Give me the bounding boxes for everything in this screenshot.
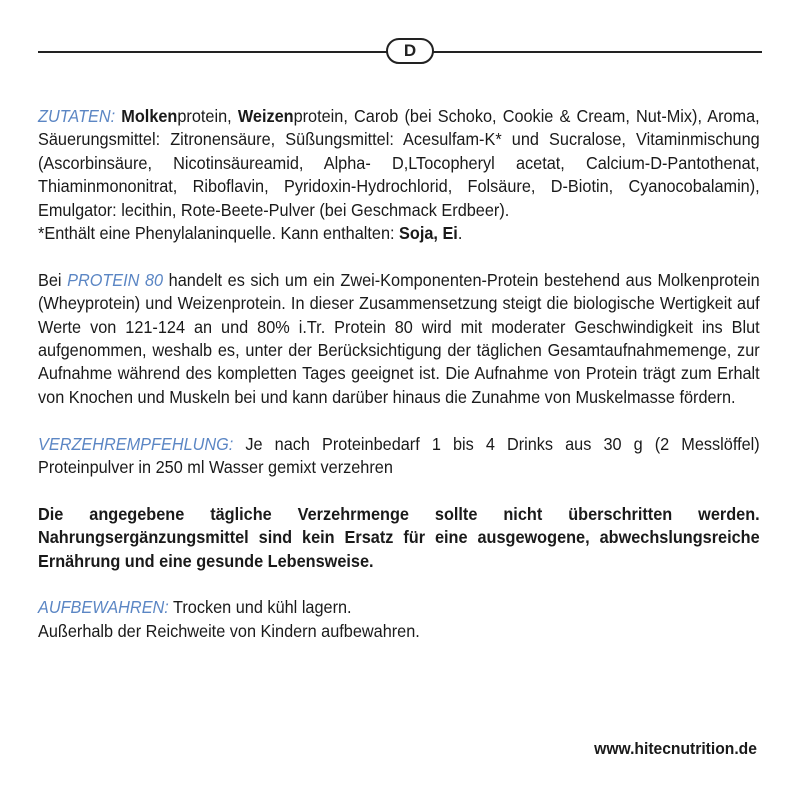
website-link[interactable]: www.hitecnutrition.de (594, 739, 757, 758)
product-name: PROTEIN 80 (67, 269, 164, 290)
header-divider-left (38, 51, 392, 53)
ingredient-text-rest: protein, Carob (bei Schoko, Cookie & Cream, Nut-Mix), Aroma, Säuerungsmittel: Zitronensäure, Süßungsmittel: Acesulfam-K* und Sucralose, Vitaminmischung (Ascorbinsäure, Nicotinsäureamid, Alpha- D,LTocopheryl acetat, Calcium-D-Pantothenat, Thiaminmononitrat, Riboflavin, Pyridoxin-Hydrochlorid, Folsäure, D-Biotin, Cyanocobalamin), Emulgator: lecithin, Rote-Beete-Pulver (bei Geschmack Erdbeer). (38, 106, 760, 220)
language-badge: D (386, 38, 434, 64)
storage-paragraph: AUFBEWAHREN: Trocken und kühl lagern. (38, 597, 352, 618)
warning-paragraph: Die angegebene tägliche Verzehrmenge sollte nicht überschritten werden. Nahrungsergänzungsmittel sind kein Ersatz für eine ausgewogene, abwechslungsreiche Ernährung und eine gesunde Lebensweise. (38, 503, 760, 571)
description-paragraph: Bei PROTEIN 80 handelt es sich um ein Zwei-Komponenten-Protein bestehend aus Molkenprotein (Wheyprotein) und Weizenprotein. In dieser Zusammensetzung steigt die biologische Wertigkeit auf Werte von 121-124 an und 80% i.Tr. Protein 80 wird mit moderater Geschwindigkeit ins Blut aufgenommen, weshalb es, unter der Berücksichtigung der täglichen Gesamtaufnahmemenge, zur Aufnahme während des kompletten Tages geeignet ist. Die Aufnahme von Protein trägt zum Erhalt von Knochen und Muskeln bei und kann darüber hinaus die Zunahme von Muskelmasse fördern. (38, 269, 760, 407)
ingredient-whey-bold: Molken (121, 106, 178, 126)
recommendation-label: VERZEHREMPFEHLUNG: (38, 433, 234, 454)
allergen-note: *Enthält eine Phenylalaninquelle. Kann enthalten: Soja, Ei. (38, 223, 463, 244)
header-divider-right (433, 51, 762, 53)
storage-children: Außerhalb der Reichweite von Kindern aufbewahren. (38, 620, 420, 641)
ingredients-label: ZUTATEN: (38, 106, 116, 126)
allergens: Soja, Ei (399, 223, 458, 244)
recommendation-paragraph: VERZEHREMPFEHLUNG: Je nach Proteinbedarf 1 bis 4 Drinks aus 30 g (2 Messlöffel) Proteinpulver in 250 ml Wasser gemixt verzehren (38, 433, 760, 478)
ingredient-wheat-bold: Weizen (237, 106, 294, 126)
ingredient-text: protein, (177, 106, 238, 126)
ingredients-paragraph (38, 105, 760, 222)
storage-label: AUFBEWAHREN: (38, 597, 169, 618)
label-text (38, 105, 760, 643)
